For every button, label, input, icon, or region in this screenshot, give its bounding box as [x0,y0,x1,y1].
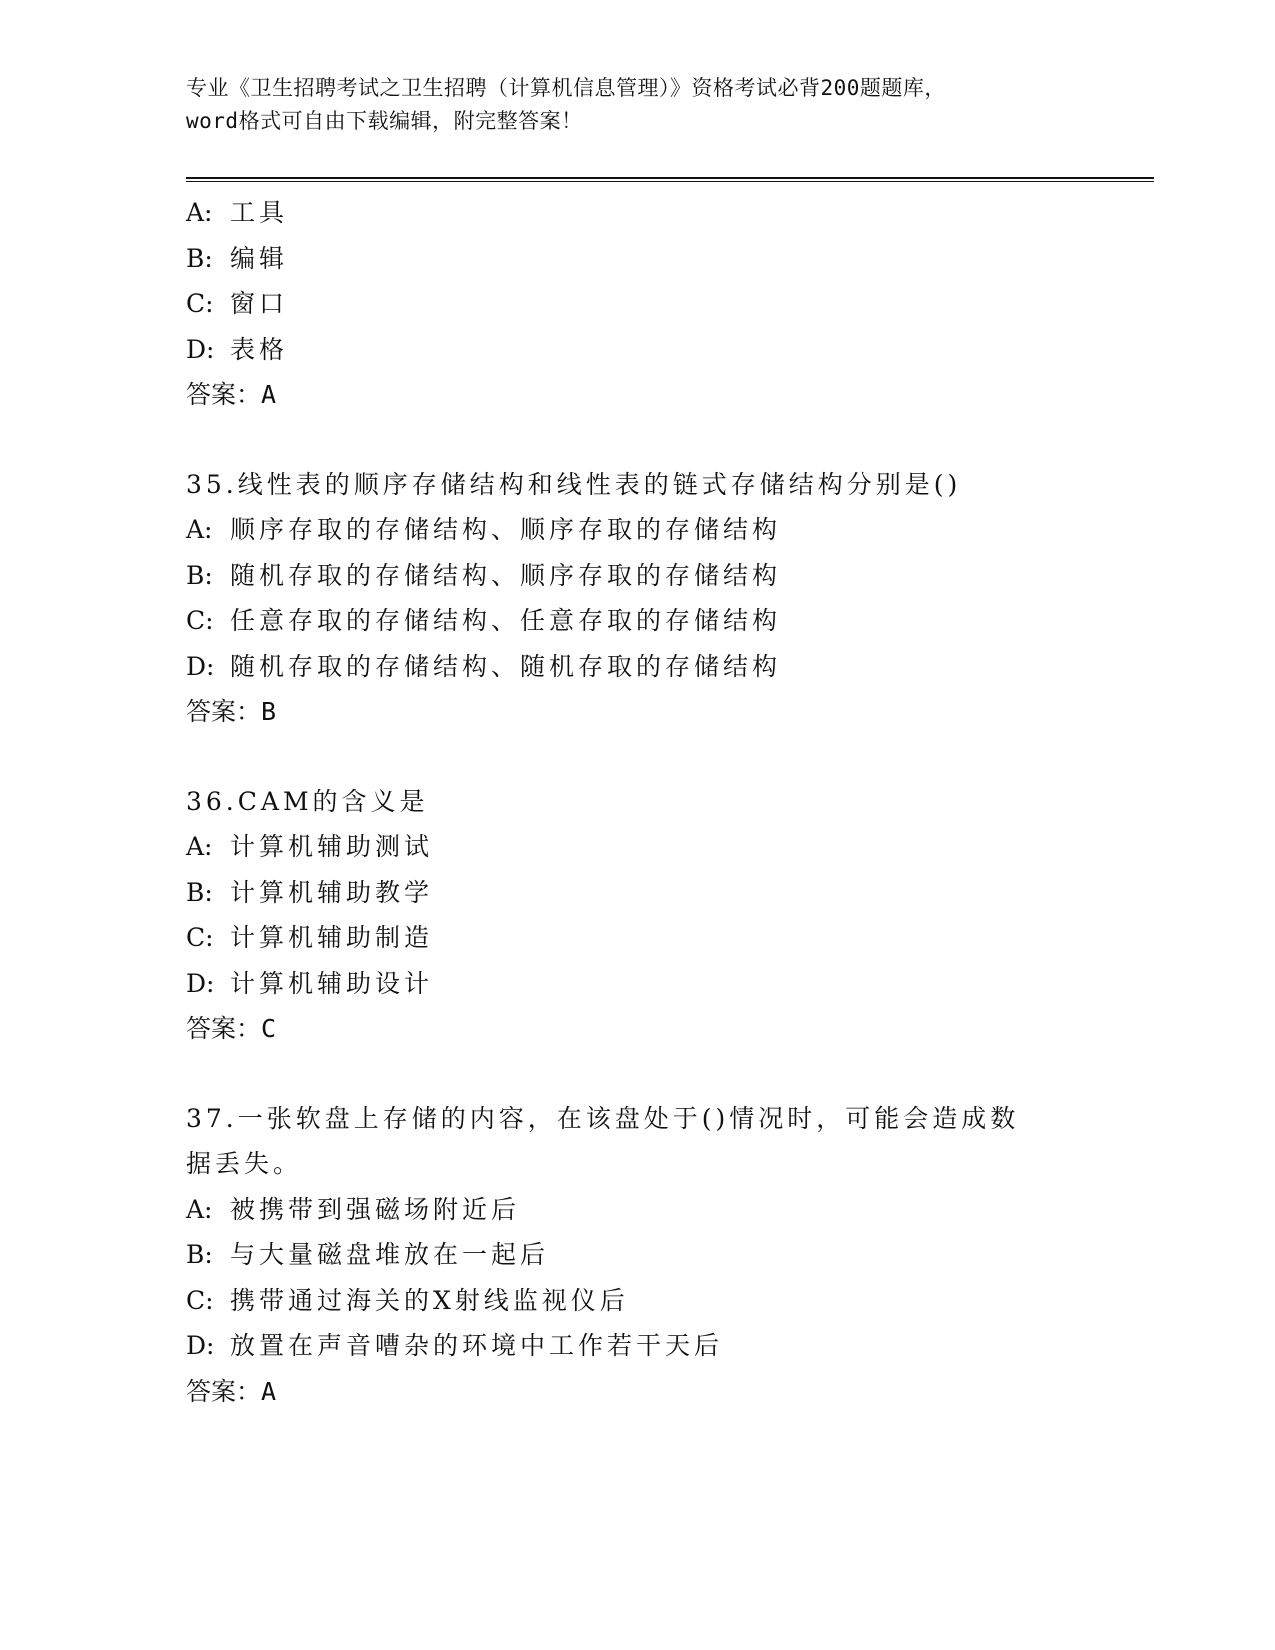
answer-line: 答案：C [186,1014,277,1043]
header-divider-thin [186,181,1154,182]
option-d: D: 随机存取的存储结构、随机存取的存储结构 [186,651,782,681]
option-a: A: 工具 [186,198,289,227]
header-divider-thick [186,177,1154,179]
option-b: B: 随机存取的存储结构、顺序存取的存储结构 [186,560,782,590]
block-gap [186,735,1146,779]
document-header [186,72,1086,138]
answer-line: 答案：B [186,697,277,726]
option-c: C: 任意存取的存储结构、任意存取的存储结构 [186,606,782,635]
question-block [186,462,1146,735]
option-a: A: 顺序存取的存储结构、顺序存取的存储结构 [186,515,782,544]
question-list [186,190,1146,1414]
answer-line: 答案：A [186,1376,277,1406]
option-a: A: 被携带到强磁场附近后 [186,1194,521,1224]
question-text: 37.一张软盘上存储的内容，在该盘处于()情况时，可能会造成数据丢失。 [186,1103,1020,1178]
option-c: C: 窗口 [186,289,289,318]
option-b: B: 与大量磁盘堆放在一起后 [186,1240,550,1269]
question-text: 35.线性表的顺序存储结构和线性表的链式存储结构分别是() [186,469,962,499]
option-d: D: 计算机辅助设计 [186,968,434,998]
option-c: C: 计算机辅助制造 [186,923,434,952]
block-gap [186,418,1146,462]
option-a: A: 计算机辅助测试 [186,832,434,861]
option-d: D: 放置在声音嘈杂的环境中工作若干天后 [186,1331,724,1360]
answer-line: 答案：A [186,380,277,409]
question-block [186,779,1146,1052]
option-b: B: 编辑 [186,243,289,273]
question-text: 36.CAM的含义是 [186,786,429,816]
header-line-2: word格式可自由下载编辑，附完整答案！ [186,109,583,133]
question-block [186,190,1146,418]
option-b: B: 计算机辅助教学 [186,877,434,907]
option-d: D: 表格 [186,334,289,364]
option-c: C: 携带通过海关的X射线监视仪后 [186,1285,629,1315]
question-block [186,1096,1146,1415]
header-line-1: 专业《卫生招聘考试之卫生招聘（计算机信息管理）》资格考试必背200题题库， [186,76,946,100]
block-gap [186,1052,1146,1096]
